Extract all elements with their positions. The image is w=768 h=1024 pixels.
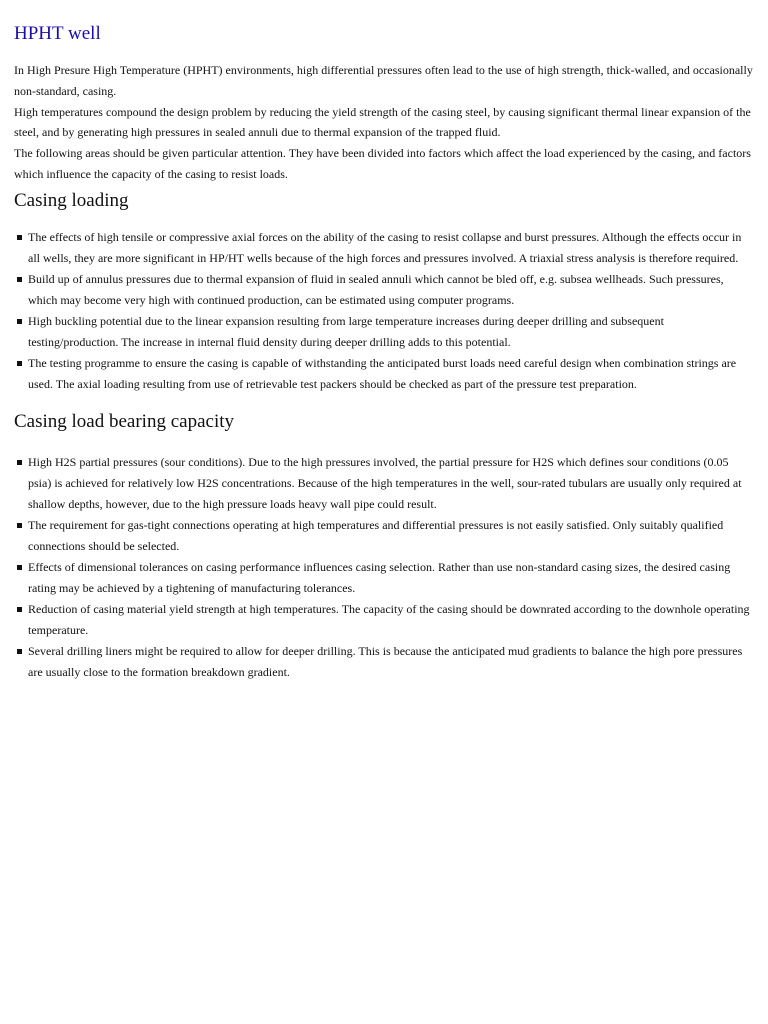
list-item-text: High H2S partial pressures (sour conditions). Due to the high pressures involved, the partial pressure for H2S which defines sour conditions (0.05 psia) is achieved for relatively low H2S concentrations. Because of the high temperatures in the well, sour-rated tubulars are usually only required at shallow depths, however, due to the high pressure loads heavy wall pipe could result. (28, 454, 742, 511)
bullet-icon (17, 607, 22, 612)
section-heading-casing-loading: Casing loading (14, 189, 129, 211)
list-item-text: Effects of dimensional tolerances on casing performance influences casing selection. Rather than use non-standard casing sizes, the desired casing rating may be achieved by a tightening of manufacturing tolerances. (28, 560, 731, 595)
list-item-text: The testing programme to ensure the casing is capable of withstanding the anticipated burst loads need careful design when combination strings are used. The axial loading resulting from use of retrievable test packers should be checked as part of the pressure test preparation. (28, 356, 737, 392)
list-item (14, 269, 754, 311)
list-item (14, 515, 754, 557)
list-item (14, 353, 754, 395)
page-title: HPHT well (14, 23, 101, 44)
intro-paragraph: High temperatures compound the design problem by reducing the yield strength of the casing steel, by causing significant thermal linear expansion of the steel, and by generating high pressures in sealed annuli due to thermal expansion of the trapped fluid. (14, 104, 751, 140)
bullet-icon (17, 565, 22, 570)
list-item-text: The effects of high tensile or compressive axial forces on the ability of the casing to resist collapse and burst pressures. Although the effects occur in all wells, they are more significant in HP/HT wells because of the high forces and pressures involved. A triaxial stress analysis is therefore required. (28, 229, 742, 265)
bullet-icon (17, 361, 22, 366)
list-item-text: Reduction of casing material yield strength at high temperatures. The capacity of the casing should be downrated according to the downhole operating temperature. (28, 602, 750, 638)
list-item (14, 227, 754, 269)
list-item (14, 599, 754, 641)
intro-paragraph: In High Presure High Temperature (HPHT) environments, high differential pressures often lead to the use of high strength, thick-walled, and occasionally non-standard, casing. (14, 63, 753, 98)
bullet-icon (17, 277, 22, 282)
casing-loading-list (14, 227, 754, 395)
intro-paragraph: The following areas should be given particular attention. They have been divided into factors which affect the load experienced by the casing, and factors which influence the capacity of the casing to resist loads. (14, 146, 751, 181)
casing-capacity-list (14, 452, 754, 683)
section-heading-casing-capacity: Casing load bearing capacity (14, 410, 235, 432)
bullet-icon (17, 523, 22, 528)
list-item (14, 452, 754, 514)
list-item-text: The requirement for gas-tight connections operating at high temperatures and differential pressures is not easily satisfied. Only suitably qualified connections should be selected. (28, 517, 724, 553)
list-item (14, 557, 754, 599)
intro-section (14, 60, 754, 185)
bullet-icon (17, 319, 22, 324)
bullet-icon (17, 235, 22, 240)
bullet-icon (17, 649, 22, 654)
bullet-icon (17, 460, 22, 465)
list-item (14, 641, 754, 683)
list-item-text: High buckling potential due to the linear expansion resulting from large temperature increases during deeper drilling and subsequent testing/production. The increase in internal fluid density during deeper drilling adds to this potential. (28, 314, 664, 349)
list-item-text: Build up of annulus pressures due to thermal expansion of fluid in sealed annuli which cannot be bled off, e.g. subsea wellheads. Such pressures, which may become very high with continued production, can be estimated using computer programs. (28, 271, 724, 307)
list-item-text: Several drilling liners might be required to allow for deeper drilling. This is because the anticipated mud gradients to balance the high pore pressures are usually close to the formation breakdown gradient. (28, 644, 743, 680)
list-item (14, 311, 754, 353)
